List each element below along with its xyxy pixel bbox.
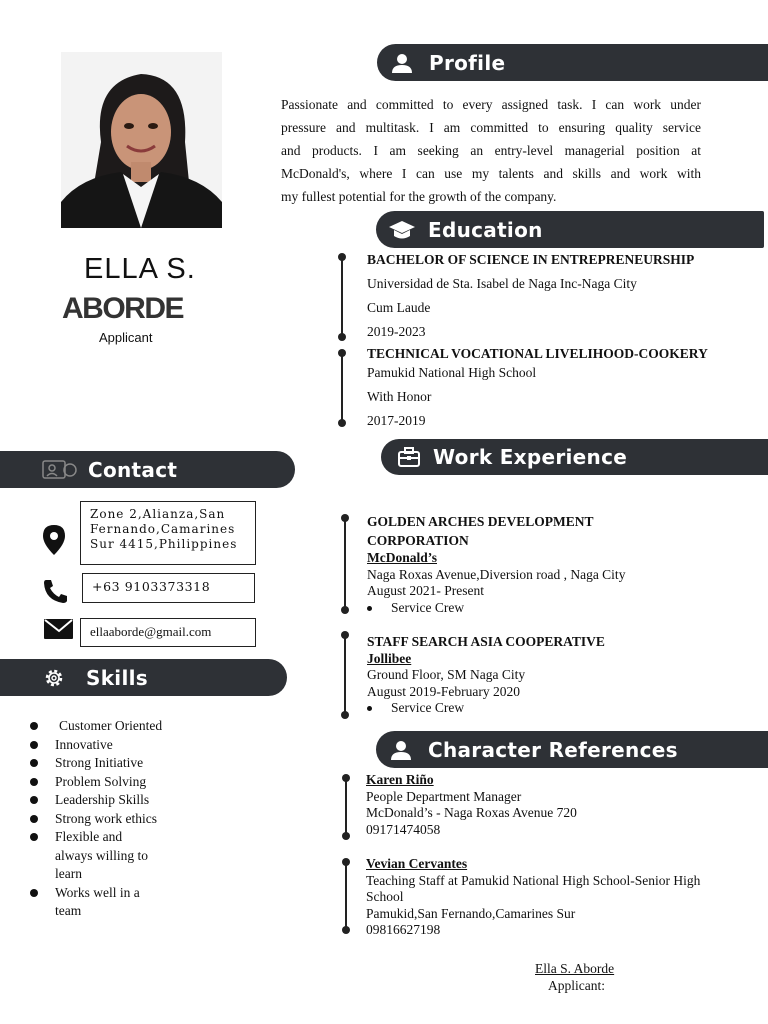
work-role: [367, 700, 605, 717]
skill-text: Works well in a: [55, 884, 140, 900]
skill-text: Leadership Skills: [55, 792, 150, 807]
work-role-text: Service Crew: [391, 700, 465, 715]
work-title: Work Experience: [433, 445, 628, 469]
skills-title: Skills: [86, 665, 148, 690]
profile-line: pressure and multitask. I am committed to ensuring quality service: [281, 120, 701, 135]
work-brand: McDonald’s: [367, 550, 437, 565]
timeline-dot: [341, 606, 349, 614]
reference-line: Teaching Staff at Pamukid National High School-Senior High: [366, 872, 701, 888]
skill-item: [29, 810, 189, 829]
work-company: STAFF SEARCH ASIA COOPERATIVE: [367, 634, 605, 649]
bullet: [367, 706, 372, 711]
phone-box: [82, 573, 255, 603]
phone-icon: [42, 578, 70, 604]
timeline-dot: [341, 711, 349, 719]
section-header-work: [381, 439, 768, 475]
education-years: 2019-2023: [367, 324, 426, 339]
signature-role: Applicant:: [548, 978, 605, 993]
address-box: [80, 501, 256, 565]
profile-text: [281, 93, 701, 208]
skill-text: Flexible and: [55, 829, 123, 844]
education-degree: TECHNICAL VOCATIONAL LIVELIHOOD-COOKERY: [367, 346, 708, 361]
section-header-education: [376, 211, 764, 248]
skill-text: learn: [55, 866, 82, 881]
profile-photo: [61, 52, 222, 228]
timeline-line: [344, 635, 346, 715]
education-school: Pamukid National High School: [367, 365, 537, 380]
education-years: 2017-2019: [367, 413, 426, 428]
education-entry: [367, 345, 708, 430]
email-box: [80, 618, 256, 647]
profile-line: Passionate and committed to every assigned task. I can work under: [281, 97, 701, 112]
education-degree: BACHELOR OF SCIENCE IN ENTREPRENEURSHIP: [367, 252, 695, 267]
name-last: ABORDE: [62, 292, 184, 325]
skill-item: [29, 902, 189, 921]
address-line: Zone 2,Alianza,San: [90, 507, 226, 521]
timeline-dot: [338, 419, 346, 427]
name-first: ELLA S.: [84, 253, 196, 285]
reference-line: 09171474058: [366, 821, 441, 837]
section-header-profile: [377, 44, 768, 81]
graduation-cap-icon: [388, 219, 416, 241]
skills-list: [29, 717, 189, 921]
skill-text: Strong Initiative: [55, 755, 144, 770]
skill-text: Strong work ethics: [55, 810, 157, 826]
work-brand: Jollibee: [367, 650, 412, 666]
timeline-line: [344, 518, 346, 610]
work-address: Ground Floor, SM Naga City: [367, 667, 526, 682]
email-value: ellaaborde@gmail.com: [90, 624, 212, 639]
reference-entry: [366, 856, 700, 939]
bullet: [367, 606, 372, 611]
bullet: [30, 778, 38, 786]
skill-text: always willing to: [55, 847, 148, 863]
section-header-skills: [0, 659, 287, 696]
gear-icon: [42, 666, 66, 690]
reference-line: McDonald’s - Naga Roxas Avenue 720: [366, 805, 577, 820]
timeline-dot: [342, 926, 350, 934]
skill-item: [29, 717, 189, 736]
skill-item: [29, 828, 189, 847]
user-icon: [391, 52, 413, 74]
work-entry: [367, 634, 605, 717]
skill-item: [29, 847, 189, 866]
reference-line: 09816627198: [366, 922, 441, 937]
work-dates: August 2021- Present: [367, 583, 484, 598]
skill-item: [29, 736, 189, 755]
name-role: Applicant: [99, 330, 153, 345]
skill-text: Innovative: [55, 736, 113, 752]
education-title: Education: [428, 217, 543, 242]
timeline-line: [341, 353, 343, 423]
skill-item: [29, 754, 189, 773]
profile-title: Profile: [429, 50, 506, 75]
references-title: Character References: [428, 737, 678, 762]
reference-name: Vevian Cervantes: [366, 856, 468, 871]
work-address: Naga Roxas Avenue,Diversion road , Naga City: [367, 566, 626, 582]
briefcase-icon: [397, 446, 421, 468]
skill-item: [29, 884, 189, 903]
section-header-contact: [0, 451, 295, 488]
skill-text: Customer Oriented: [59, 718, 163, 733]
work-dates: August 2019-February 2020: [367, 683, 520, 699]
work-entry: [367, 512, 625, 616]
timeline-line: [345, 862, 347, 930]
address-line: Fernando,Camarines: [90, 522, 236, 536]
mail-icon: [44, 618, 74, 640]
timeline-dot: [338, 333, 346, 341]
skill-item: [29, 865, 189, 884]
work-company: GOLDEN ARCHES DEVELOPMENT: [367, 514, 594, 529]
bullet: [30, 796, 38, 804]
bullet: [30, 833, 38, 841]
bullet: [30, 722, 38, 730]
profile-line: and products. I am seeking an entry-level managerial position at: [281, 143, 701, 158]
contact-title: Contact: [88, 457, 178, 482]
timeline-line: [345, 778, 347, 836]
timeline-line: [341, 257, 343, 337]
bullet: [30, 815, 38, 823]
signature-name: Ella S. Aborde: [535, 961, 615, 976]
skill-text: team: [55, 903, 82, 918]
skill-text: Problem Solving: [55, 773, 147, 789]
reference-entry: [366, 772, 577, 838]
address-line: Sur 4415,Philippines: [90, 537, 238, 551]
work-company: CORPORATION: [367, 533, 469, 548]
timeline-dot: [342, 832, 350, 840]
phone-value: +63 9103373318: [92, 579, 211, 594]
bullet: [30, 759, 38, 767]
bullet: [30, 741, 38, 749]
reference-line: People Department Manager: [366, 788, 522, 804]
reference-name: Karen Riño: [366, 772, 434, 787]
work-role: [367, 600, 625, 617]
work-role-text: Service Crew: [391, 599, 465, 615]
education-school: Universidad de Sta. Isabel de Naga Inc-Naga City: [367, 276, 637, 291]
profile-line: my fullest potential for the growth of the company.: [281, 189, 557, 204]
education-entry: [367, 250, 694, 341]
skill-item: [29, 773, 189, 792]
bullet: [30, 889, 38, 897]
location-pin-icon: [42, 524, 66, 556]
reference-line: Pamukid,San Fernando,Camarines Sur: [366, 905, 576, 921]
contact-icon: [42, 458, 78, 482]
section-header-references: [376, 731, 768, 768]
education-honor: Cum Laude: [367, 300, 431, 315]
skill-item: [29, 791, 189, 810]
user-icon: [390, 739, 412, 761]
education-honor: With Honor: [367, 389, 432, 404]
profile-line: McDonald's, where I can use my talents and skills and work with: [281, 166, 701, 181]
reference-line: School: [366, 889, 404, 904]
